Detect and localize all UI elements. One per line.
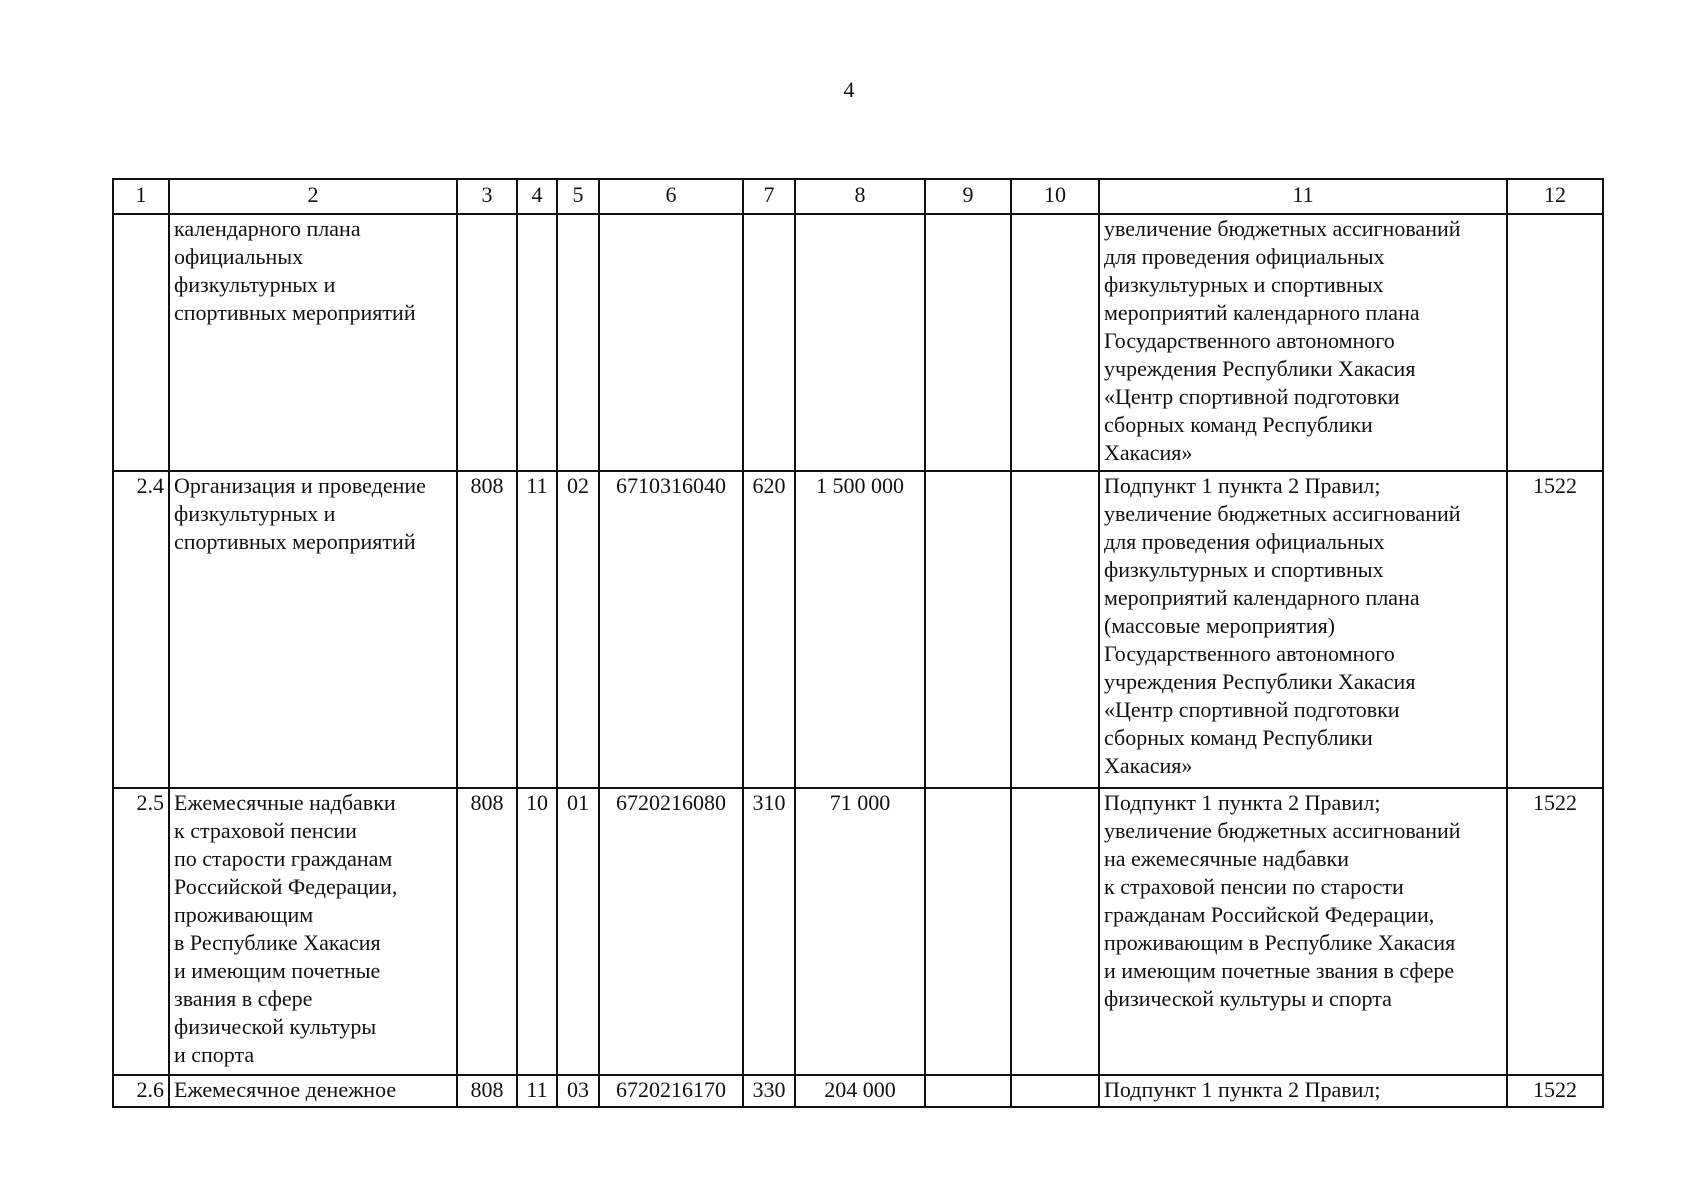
- row-number: 2.6: [113, 1075, 169, 1107]
- row-col6: [599, 214, 743, 471]
- table-row: [113, 214, 1603, 471]
- row-col6: 6710316040: [599, 471, 743, 788]
- row-col5: [557, 214, 599, 471]
- header-cell-7: 7: [743, 179, 795, 214]
- row-col5: 01: [557, 788, 599, 1075]
- header-cell-8: 8: [795, 179, 925, 214]
- row-code: [1507, 214, 1603, 471]
- row-number: 2.4: [113, 471, 169, 788]
- row-col7: 330: [743, 1075, 795, 1107]
- header-cell-11: 11: [1099, 179, 1507, 214]
- row-name: календарного плана официальных физкультурных и спортивных мероприятий: [169, 214, 457, 471]
- row-col9: [925, 214, 1011, 471]
- header-cell-2: 2: [169, 179, 457, 214]
- row-basis: увеличение бюджетных ассигнований для проведения официальных физкультурных и спортивных мероприятий календарного плана Государственного автономного учреждения Республики Хакасия «Центр спортивной подготовки сборных команд Республики Хакасия»: [1099, 214, 1507, 471]
- row-col3: 808: [457, 471, 517, 788]
- row-col3: [457, 214, 517, 471]
- header-cell-3: 3: [457, 179, 517, 214]
- row-col4: [517, 214, 557, 471]
- row-col9: [925, 788, 1011, 1075]
- header-cell-1: 1: [113, 179, 169, 214]
- table-row: [113, 788, 1603, 1075]
- row-code: 1522: [1507, 471, 1603, 788]
- row-col4: 11: [517, 471, 557, 788]
- row-basis: Подпункт 1 пункта 2 Правил; увеличение бюджетных ассигнований на ежемесячные надбавки к страховой пенсии по старости гражданам Российской Федерации, проживающим в Республике Хакасия и имеющим почетные звания в сфере физической культуры и спорта: [1099, 788, 1507, 1075]
- row-name: Ежемесячное денежное: [169, 1075, 457, 1107]
- table-header-row: [113, 179, 1603, 214]
- row-col5: 02: [557, 471, 599, 788]
- row-col5: 03: [557, 1075, 599, 1107]
- row-col6: 6720216080: [599, 788, 743, 1075]
- row-basis: Подпункт 1 пункта 2 Правил;: [1099, 1075, 1507, 1107]
- row-col10: [1011, 471, 1099, 788]
- row-col4: 11: [517, 1075, 557, 1107]
- row-col10: [1011, 1075, 1099, 1107]
- header-cell-9: 9: [925, 179, 1011, 214]
- header-cell-5: 5: [557, 179, 599, 214]
- row-number: 2.5: [113, 788, 169, 1075]
- row-col9: [925, 471, 1011, 788]
- row-col7: [743, 214, 795, 471]
- row-col10: [1011, 214, 1099, 471]
- row-col4: 10: [517, 788, 557, 1075]
- row-amount: 71 000: [795, 788, 925, 1075]
- header-cell-4: 4: [517, 179, 557, 214]
- table-row: [113, 1075, 1603, 1107]
- page-number: 4: [843, 77, 855, 102]
- row-col6: 6720216170: [599, 1075, 743, 1107]
- row-col7: 310: [743, 788, 795, 1075]
- budget-table: [112, 178, 1604, 1108]
- header-cell-10: 10: [1011, 179, 1099, 214]
- row-basis: Подпункт 1 пункта 2 Правил; увеличение бюджетных ассигнований для проведения официальных физкультурных и спортивных мероприятий календарного плана (массовые мероприятия) Государственного автономного учреждения Республики Хакасия «Центр спортивной подготовки сборных команд Республики Хакасия»: [1099, 471, 1507, 788]
- row-col9: [925, 1075, 1011, 1107]
- table-row: [113, 471, 1603, 788]
- row-col3: 808: [457, 1075, 517, 1107]
- row-col3: 808: [457, 788, 517, 1075]
- row-col10: [1011, 788, 1099, 1075]
- row-code: 1522: [1507, 1075, 1603, 1107]
- row-name: Организация и проведение физкультурных и спортивных мероприятий: [169, 471, 457, 788]
- row-amount: [795, 214, 925, 471]
- header-cell-12: 12: [1507, 179, 1603, 214]
- row-number: [113, 214, 169, 471]
- row-col7: 620: [743, 471, 795, 788]
- header-cell-6: 6: [599, 179, 743, 214]
- row-amount: 204 000: [795, 1075, 925, 1107]
- row-name: Ежемесячные надбавки к страховой пенсии по старости гражданам Российской Федерации, проживающим в Республике Хакасия и имеющим почетные звания в сфере физической культуры и спорта: [169, 788, 457, 1075]
- row-code: 1522: [1507, 788, 1603, 1075]
- row-amount: 1 500 000: [795, 471, 925, 788]
